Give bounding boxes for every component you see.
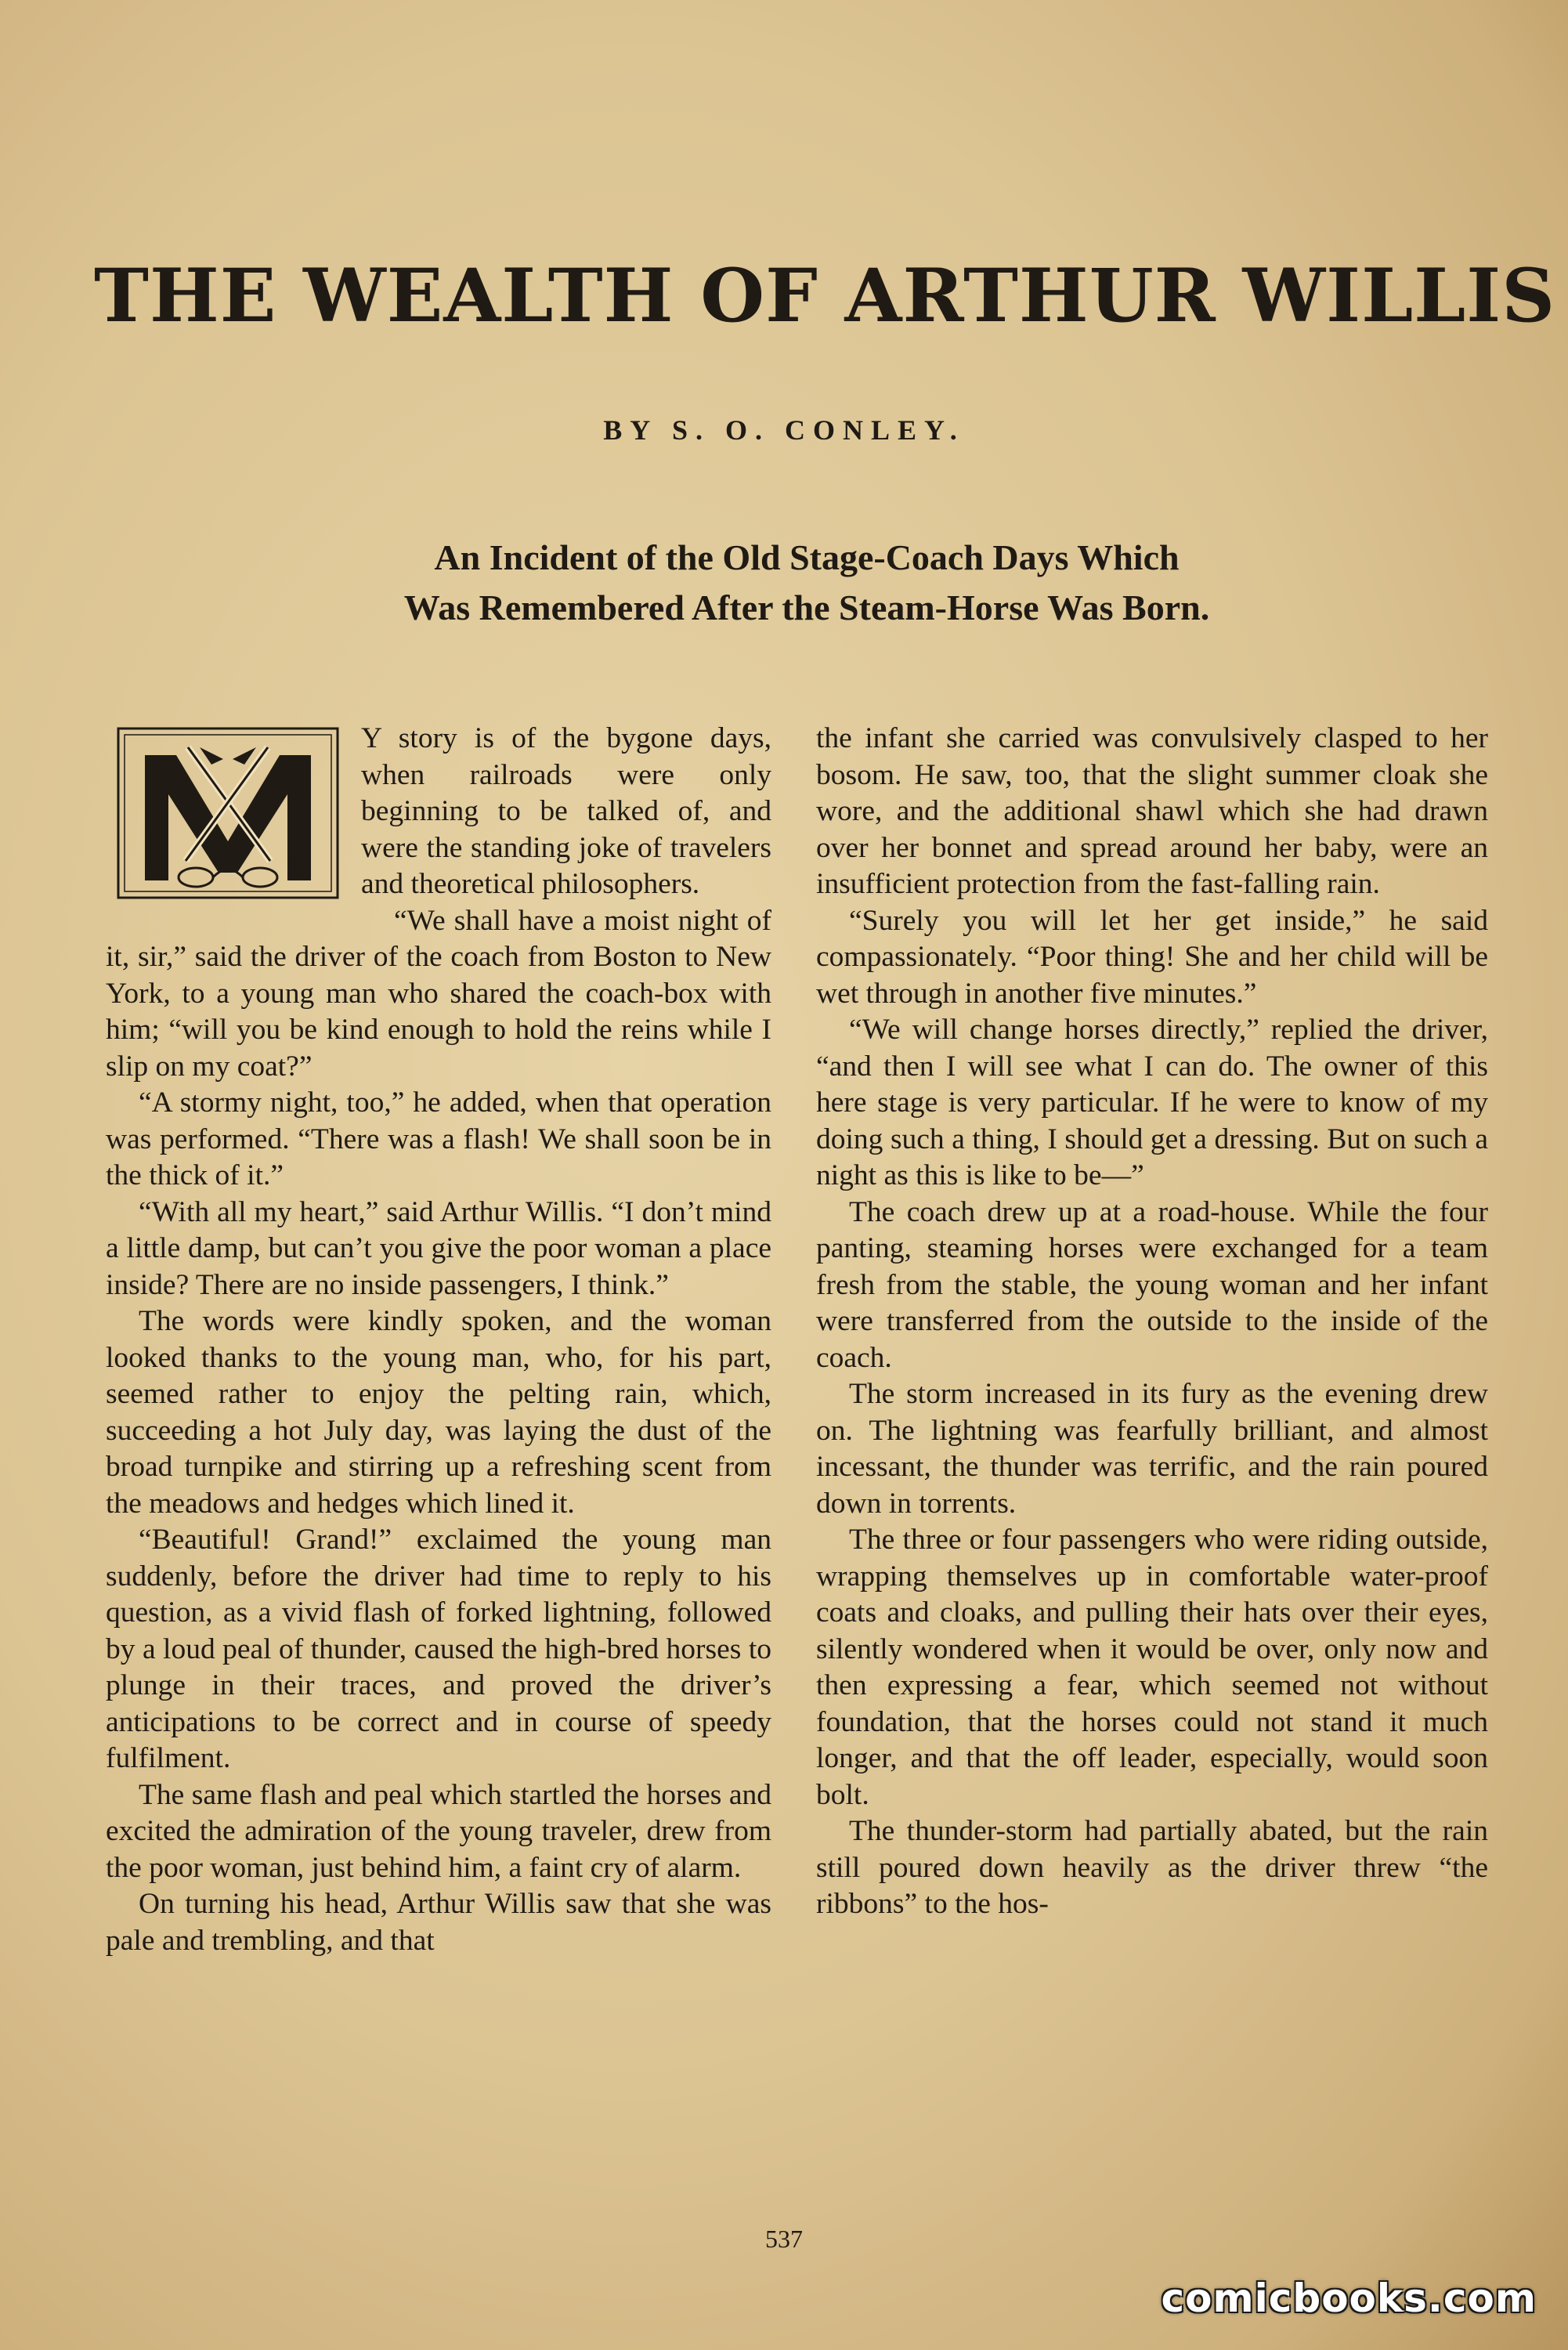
article-subtitle	[235, 533, 1378, 633]
paragraph: “Beautiful! Grand!” exclaimed the young man suddenly, before the driver had time to reply to his question, as a vivid flash of forked lightning, followed by a loud peal of thunder, caused the high-bred horses to plunge in their traces, and proved the driver’s anticipations to be correct and in course of speedy fulfilment.	[106, 1524, 771, 1774]
paragraph: The storm increased in its fury as the evening drew on. The lightning was fearfully brilliant, and almost incessant, the thunder was terrific, and the rain poured down in torrents.	[816, 1378, 1488, 1520]
drop-cap-m-ornament	[114, 724, 342, 902]
paragraph: “A stormy night, too,” he added, when that operation was performed. “There was a flash! We shall soon be in the thick of it.”	[106, 1086, 771, 1191]
subtitle-line-1: An Incident of the Old Stage-Coach Days Which	[434, 537, 1180, 577]
paragraph: “Surely you will let her get inside,” he said compassionately. “Poor thing! She and her child will be wet through in another five minutes.”	[816, 904, 1488, 1010]
paragraph: The words were kindly spoken, and the woman looked thanks to the young man, who, for his part, seemed rather to enjoy the pelting rain, which, succeeding a hot July day, was laying the dust of the broad turnpike and stirring up a refreshing scent from the meadows and hedges which lined it.	[106, 1305, 771, 1520]
watermark: comicbooks.com	[1161, 2276, 1537, 2321]
paragraph: “We shall have a moist night of it, sir,” said the driver of the coach from Boston to New York, to a young man who shared the coach-box with him; “will you be kind enough to hold the reins while I slip on my coat?”	[106, 904, 771, 1083]
paragraph-text: Y story is of the bygone days, when railroads were only beginning to be talked of, and were the standing joke of travelers and theoretical philosophers.	[361, 722, 771, 900]
paragraph: the infant she carried was convulsively clasped to her bosom. He saw, too, that the slight summer cloak she wore, and the additional shawl which she had drawn over her bonnet and spread around her baby, were an insufficient protection from the fast-falling rain.	[816, 722, 1488, 900]
byline: BY S. O. CONLEY.	[603, 414, 965, 446]
article-title: THE WEALTH OF ARTHUR WILLIS	[94, 253, 1556, 339]
paragraph: The coach drew up at a road-house. While the four panting, steaming horses were exchanged for a team fresh from the stable, the young woman and her infant were transferred from the outside to the inside of the coach.	[816, 1195, 1488, 1374]
paragraph: The three or four passengers who were riding outside, wrapping themselves up in comfortable water-proof coats and cloaks, and pulling their hats over their eyes, silently wondered when it would be over, only now and then expressing a fear, which seemed not without foundation, that the horses could not stand it much longer, and that the off leader, especially, would soon bolt.	[816, 1524, 1488, 1811]
subtitle-line-2: Was Remembered After the Steam-Horse Was Born.	[403, 588, 1210, 627]
left-column	[106, 721, 771, 1959]
right-column	[816, 721, 1488, 1923]
paragraph: “We will change horses directly,” replied the driver, “and then I will see what I can do. The owner of this here stage is very particular. If he were to know of my doing such a thing, I should get a dressing. But on such a night as this is like to be—”	[816, 1014, 1488, 1191]
paragraph: “With all my heart,” said Arthur Willis. “I don’t mind a little damp, but can’t you give the poor woman a place inside? There are no inside passengers, I think.”	[106, 1195, 771, 1301]
paragraph: The same flash and peal which startled the horses and excited the admiration of the young traveler, drew from the poor woman, just behind him, a faint cry of alarm.	[106, 1778, 771, 1884]
page-number: 537	[765, 2225, 803, 2253]
paragraph: On turning his head, Arthur Willis saw that she was pale and trembling, and that	[106, 1888, 771, 1957]
paragraph: The thunder-storm had partially abated, but the rain still poured down heavily as the driver threw “the ribbons” to the hos-	[816, 1815, 1488, 1920]
